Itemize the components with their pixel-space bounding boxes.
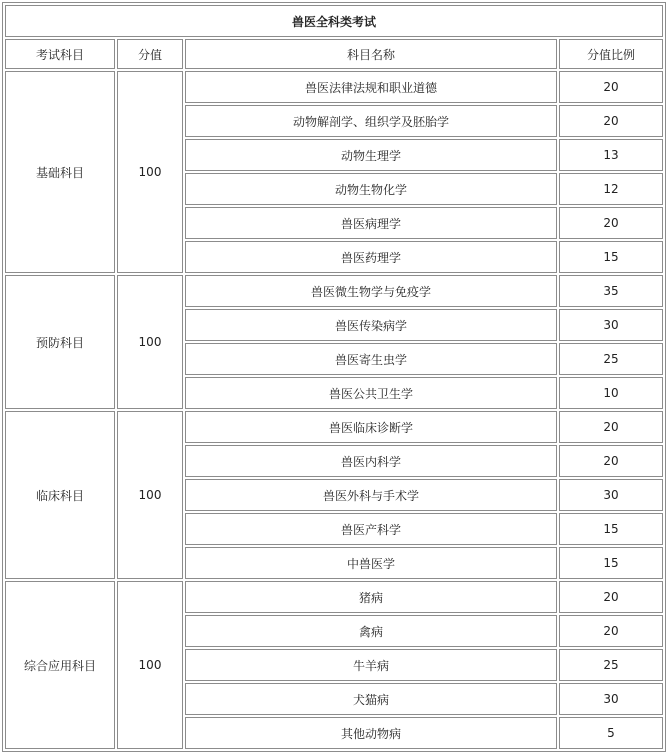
header-category: 考试科目 [5,39,115,69]
ratio-cell: 20 [559,581,663,613]
ratio-cell: 15 [559,513,663,545]
ratio-cell: 30 [559,309,663,341]
category-cell: 综合应用科目 [5,581,115,749]
ratio-cell: 15 [559,241,663,273]
subject-name-cell: 兽医公共卫生学 [185,377,557,409]
subject-name-cell: 兽医病理学 [185,207,557,239]
ratio-cell: 13 [559,139,663,171]
ratio-cell: 25 [559,343,663,375]
ratio-cell: 30 [559,479,663,511]
score-cell: 100 [117,275,183,409]
ratio-cell: 20 [559,71,663,103]
category-cell: 基础科目 [5,71,115,273]
subject-name-cell: 兽医寄生虫学 [185,343,557,375]
table-row [5,275,663,307]
ratio-cell: 30 [559,683,663,715]
title-row [5,5,663,37]
subject-name-cell: 兽医临床诊断学 [185,411,557,443]
subject-name-cell: 动物解剖学、组织学及胚胎学 [185,105,557,137]
ratio-cell: 20 [559,615,663,647]
subject-name-cell: 兽医外科与手术学 [185,479,557,511]
category-cell: 预防科目 [5,275,115,409]
subject-name-cell: 禽病 [185,615,557,647]
subject-name-cell: 兽医微生物学与免疫学 [185,275,557,307]
ratio-cell: 20 [559,445,663,477]
ratio-cell: 20 [559,105,663,137]
subject-name-cell: 中兽医学 [185,547,557,579]
score-cell: 100 [117,411,183,579]
subject-name-cell: 兽医内科学 [185,445,557,477]
table-title: 兽医全科类考试 [5,5,663,37]
exam-table-body [5,5,663,749]
table-row [5,411,663,443]
header-subject: 科目名称 [185,39,557,69]
header-score: 分值 [117,39,183,69]
subject-name-cell: 兽医产科学 [185,513,557,545]
header-row [5,39,663,69]
subject-name-cell: 兽医药理学 [185,241,557,273]
subject-name-cell: 动物生物化学 [185,173,557,205]
ratio-cell: 35 [559,275,663,307]
ratio-cell: 15 [559,547,663,579]
subject-name-cell: 动物生理学 [185,139,557,171]
ratio-cell: 5 [559,717,663,749]
ratio-cell: 20 [559,411,663,443]
category-cell: 临床科目 [5,411,115,579]
ratio-cell: 25 [559,649,663,681]
subject-name-cell: 犬猫病 [185,683,557,715]
ratio-cell: 12 [559,173,663,205]
table-row [5,71,663,103]
subject-name-cell: 兽医法律法规和职业道德 [185,71,557,103]
subject-name-cell: 其他动物病 [185,717,557,749]
score-cell: 100 [117,71,183,273]
table-row [5,581,663,613]
subject-name-cell: 兽医传染病学 [185,309,557,341]
subject-name-cell: 猪病 [185,581,557,613]
subject-name-cell: 牛羊病 [185,649,557,681]
ratio-cell: 10 [559,377,663,409]
header-ratio: 分值比例 [559,39,663,69]
exam-table [2,2,666,752]
ratio-cell: 20 [559,207,663,239]
score-cell: 100 [117,581,183,749]
